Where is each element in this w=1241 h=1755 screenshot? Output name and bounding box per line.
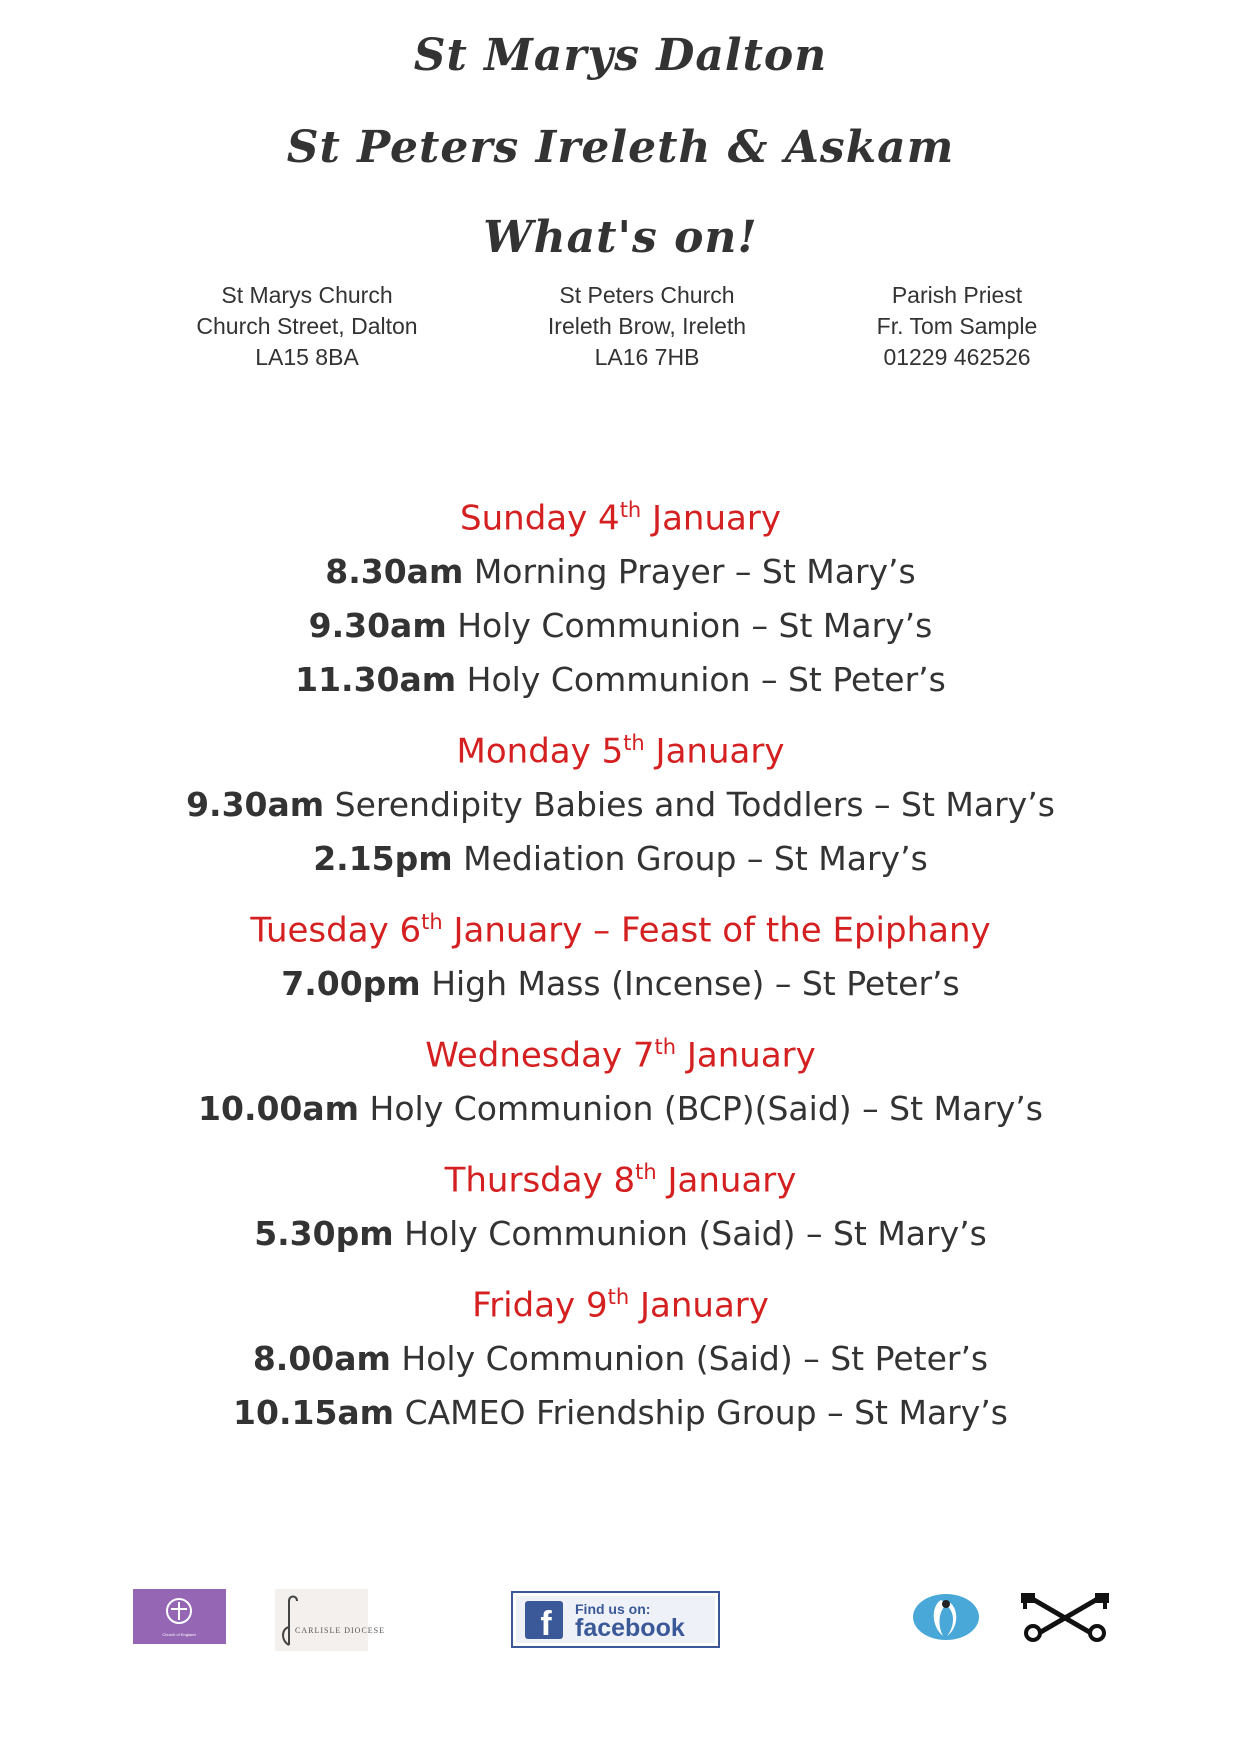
event-item: 10.00am Holy Communion (BCP)(Said) – St Mary’s: [198, 1089, 1043, 1128]
address-line: Fr. Tom Sample: [876, 313, 1038, 339]
title-st-marys-dalton: St Marys Dalton: [413, 30, 828, 81]
address-st-marys: [147, 280, 467, 373]
day-heading-wednesday: Wednesday 7th January: [425, 1035, 816, 1076]
event-item: 9.30am Serendipity Babies and Toddlers – St Mary’s: [186, 785, 1055, 824]
svg-text:CARLISLE DIOCESE: CARLISLE DIOCESE: [295, 1626, 385, 1635]
mothers-union-logo: [911, 1592, 982, 1642]
address-line: LA15 8BA: [255, 344, 359, 370]
event-item: 2.15pm Mediation Group – St Mary’s: [313, 839, 928, 878]
phone-number: 01229 462526: [883, 344, 1031, 370]
title-st-peters-ireleth-askam: St Peters Ireleth & Askam: [286, 122, 955, 173]
day-heading-thursday: Thursday 8th January: [444, 1160, 797, 1201]
address-line: Parish Priest: [891, 282, 1023, 308]
day-heading-monday: Monday 5th January: [456, 731, 785, 772]
day-heading-tuesday: Tuesday 6th January – Feast of the Epiphany: [250, 910, 991, 951]
event-item: 11.30am Holy Communion – St Peter’s: [295, 660, 946, 699]
parish-priest-contact: [797, 280, 1117, 373]
event-item: 8.30am Morning Prayer – St Mary’s: [325, 552, 916, 591]
day-heading-sunday: Sunday 4th January: [460, 498, 781, 539]
svg-text:Church of England: Church of England: [162, 1632, 196, 1637]
church-of-england-logo: [133, 1589, 226, 1644]
day-heading-friday: Friday 9th January: [472, 1285, 769, 1326]
address-st-peters: [487, 280, 807, 373]
event-item: 5.30pm Holy Communion (Said) – St Mary’s: [254, 1214, 987, 1253]
svg-text:facebook: facebook: [575, 1614, 685, 1642]
address-line: Ireleth Brow, Ireleth: [547, 313, 747, 339]
facebook-find-us-button[interactable]: [511, 1591, 720, 1648]
title-whats-on: What's on!: [483, 212, 758, 263]
svg-text:Find us on:: Find us on:: [575, 1601, 651, 1617]
event-item: 7.00pm High Mass (Incense) – St Peter’s: [281, 964, 960, 1003]
event-item: 8.00am Holy Communion (Said) – St Peter’s: [252, 1339, 989, 1378]
crossed-keys-icon: [1017, 1591, 1113, 1643]
address-line: St Peters Church: [559, 282, 735, 308]
address-line: St Marys Church: [221, 282, 393, 308]
event-item: 9.30am Holy Communion – St Mary’s: [308, 606, 933, 645]
facebook-icon: f: [540, 1605, 552, 1643]
address-line: LA16 7HB: [594, 344, 700, 370]
address-line: Church Street, Dalton: [196, 313, 418, 339]
event-item: 10.15am CAMEO Friendship Group – St Mary’s: [233, 1393, 1008, 1432]
carlisle-diocese-logo: [275, 1589, 385, 1651]
